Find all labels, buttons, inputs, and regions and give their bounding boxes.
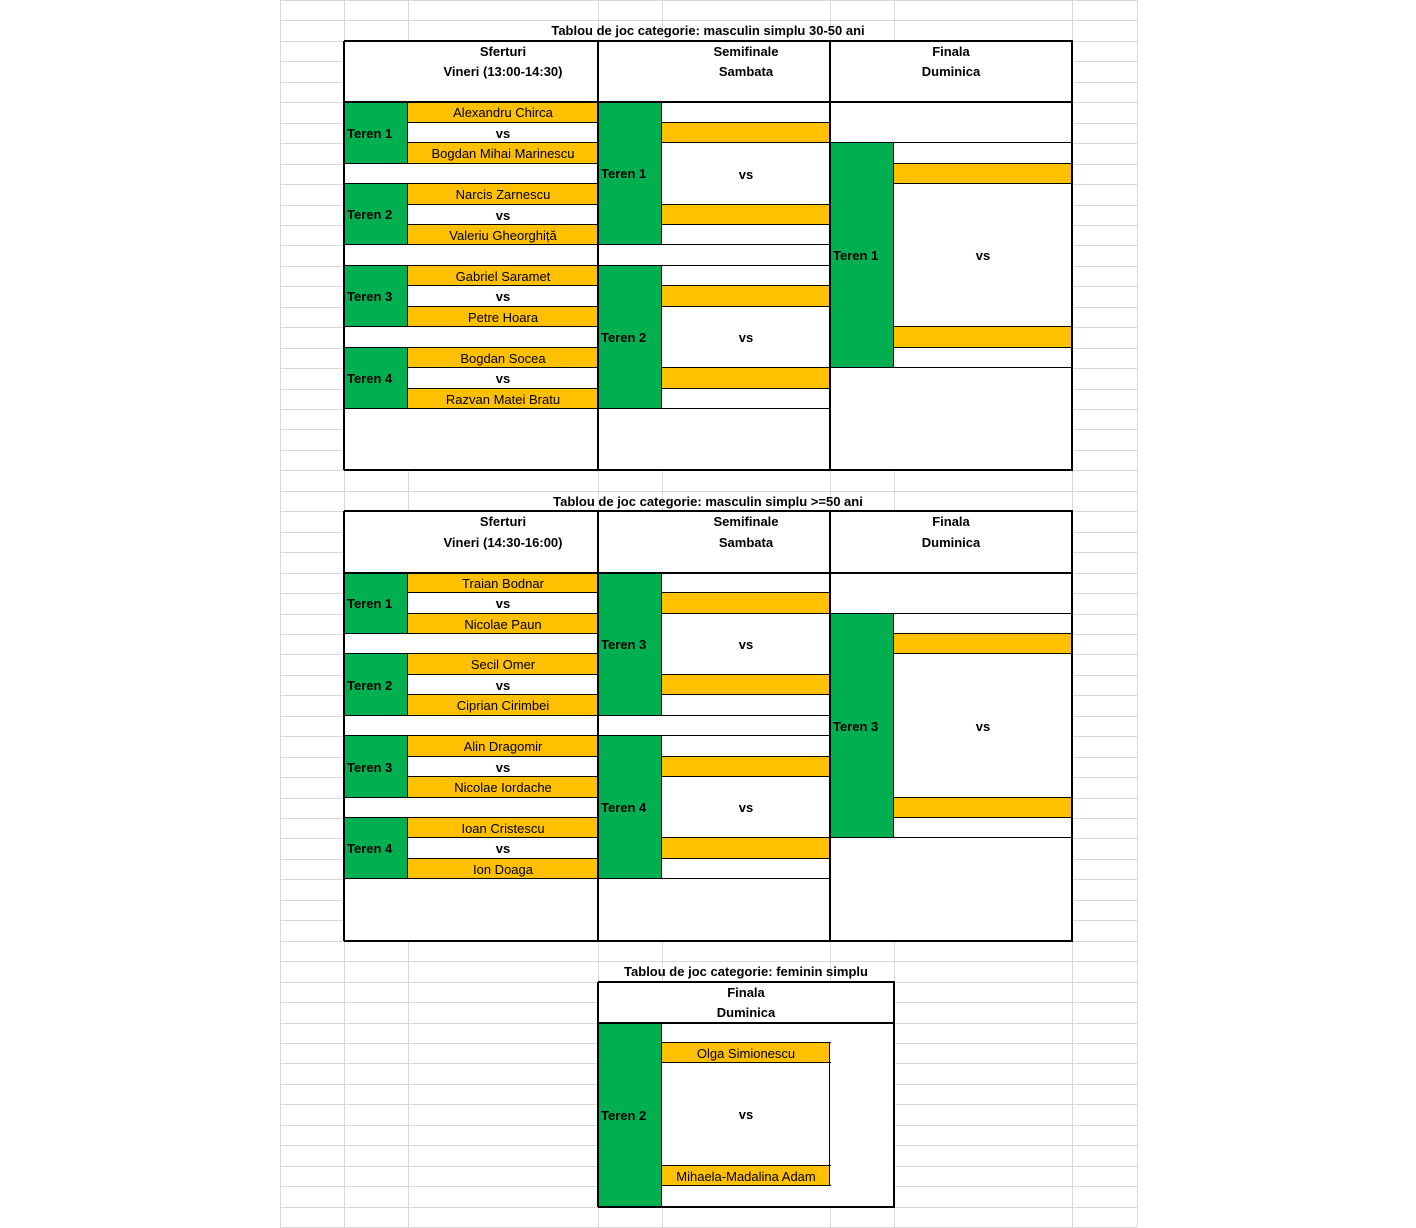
vs-label: vs: [738, 637, 754, 652]
border-line: [344, 878, 599, 879]
border-line: [344, 817, 599, 818]
header-round-final: Finala: [932, 43, 970, 59]
border-line: [344, 715, 599, 716]
border-line: [408, 776, 599, 777]
border-line: [598, 265, 831, 266]
border-line: [408, 122, 599, 123]
vs-label: vs: [738, 1107, 754, 1122]
border-line: [1071, 41, 1073, 470]
border-line: [662, 142, 831, 143]
border-line: [344, 326, 599, 327]
border-line: [597, 982, 599, 1207]
border-line: [829, 511, 831, 941]
header-round-sf: Semifinale: [713, 514, 779, 529]
header-date-qf: Vineri (13:00-14:30): [443, 64, 563, 79]
header-date-sf: Sambata: [718, 64, 774, 79]
player-name[interactable]: Traian Bodnar: [408, 573, 598, 593]
player-name[interactable]: Petre Hoara: [408, 307, 598, 327]
border-line: [344, 265, 599, 266]
player-name[interactable]: Narcis Zarnescu: [408, 184, 598, 205]
border-line: [662, 613, 831, 614]
player-name[interactable]: Gabriel Saramet: [408, 266, 598, 286]
border-line: [662, 756, 831, 757]
border-line: [893, 982, 895, 1207]
border-line: [662, 306, 831, 307]
player-slot-empty[interactable]: [662, 286, 830, 307]
court-label: Teren 3: [344, 736, 408, 798]
vs-label: vs: [495, 125, 511, 141]
border-line: [407, 736, 408, 798]
player-slot-empty[interactable]: [894, 164, 1072, 184]
border-line: [344, 408, 599, 409]
player-name[interactable]: Secil Omer: [408, 654, 598, 675]
border-line: [408, 837, 599, 838]
border-line: [662, 1042, 831, 1043]
header-round-final: Finala: [727, 984, 765, 1000]
player-slot-empty[interactable]: [662, 368, 830, 389]
vs-label: vs: [738, 166, 754, 182]
border-line: [408, 142, 599, 143]
border-line: [1071, 511, 1073, 941]
vs-label: vs: [738, 330, 754, 345]
player-slot-empty[interactable]: [662, 675, 830, 695]
court-label: Teren 1: [830, 143, 894, 368]
border-line: [344, 653, 599, 654]
border-line: [894, 633, 1073, 634]
border-line: [407, 266, 408, 327]
border-line: [344, 940, 1073, 942]
border-line: [661, 266, 662, 409]
border-line: [408, 224, 599, 225]
player-slot-empty[interactable]: [662, 838, 830, 859]
header-date-final: Duminica: [921, 534, 981, 550]
border-line: [408, 367, 599, 368]
border-line: [598, 878, 831, 879]
court-label: Teren 1: [344, 573, 408, 634]
border-line: [598, 715, 831, 716]
border-line: [662, 122, 831, 123]
bracket-title: Tablou de joc categorie: masculin simplu 30-50 ani: [551, 23, 865, 38]
court-label: Teren 2: [344, 654, 408, 716]
border-line: [829, 41, 831, 470]
court-label: Teren 3: [344, 266, 408, 327]
header-round-qf: Sferturi: [479, 43, 527, 59]
border-line: [662, 694, 831, 695]
player-name[interactable]: Ciprian Cirimbei: [408, 695, 598, 716]
border-line: [408, 592, 599, 593]
player-slot-empty[interactable]: [894, 798, 1072, 818]
player-name[interactable]: Alin Dragomir: [408, 736, 598, 757]
border-line: [662, 837, 831, 838]
border-line: [407, 184, 408, 245]
vs-label: vs: [495, 371, 511, 386]
border-line: [408, 858, 599, 859]
player-slot-empty[interactable]: [662, 123, 830, 143]
border-line: [598, 735, 831, 736]
player-name[interactable]: Razvan Matei Bratu: [408, 389, 598, 409]
border-line: [894, 797, 1073, 798]
vs-label: vs: [975, 718, 991, 734]
border-line: [407, 102, 408, 164]
border-line: [344, 633, 599, 634]
border-line: [344, 183, 599, 184]
gridline-col: [1137, 0, 1138, 1227]
border-line: [407, 654, 408, 716]
border-line: [598, 1206, 895, 1208]
border-line: [597, 511, 599, 941]
player-slot-empty[interactable]: [894, 634, 1072, 654]
border-line: [408, 756, 599, 757]
court-label: Teren 3: [830, 614, 894, 838]
court-label: Teren 4: [598, 736, 662, 879]
vs-label: vs: [495, 677, 511, 693]
border-line: [598, 244, 831, 245]
player-slot-empty[interactable]: [662, 593, 830, 614]
court-label: Teren 3: [598, 573, 662, 716]
border-line: [894, 817, 1073, 818]
border-line: [408, 285, 599, 286]
court-label: Teren 2: [598, 266, 662, 409]
border-line: [830, 142, 1073, 143]
border-line: [662, 285, 831, 286]
border-line: [344, 163, 599, 164]
border-line: [408, 613, 599, 614]
player-slot-empty[interactable]: [662, 757, 830, 777]
player-slot-empty[interactable]: [894, 327, 1072, 348]
border-line: [830, 837, 1073, 838]
header-date-final: Duminica: [921, 64, 981, 79]
player-name[interactable]: Mihaela-Madalina Adam: [662, 1166, 830, 1186]
border-line: [408, 306, 599, 307]
border-line: [829, 1043, 830, 1186]
border-line: [661, 102, 662, 245]
player-name[interactable]: Bogdan Socea: [408, 348, 598, 368]
border-line: [662, 224, 831, 225]
border-line: [597, 41, 599, 470]
border-line: [408, 388, 599, 389]
border-line: [662, 592, 831, 593]
border-line: [344, 347, 599, 348]
player-name[interactable]: Bogdan Mihai Marinescu: [408, 143, 598, 164]
border-line: [661, 573, 662, 716]
border-line: [662, 1185, 831, 1186]
border-line: [661, 1023, 662, 1207]
player-name[interactable]: Ion Doaga: [408, 859, 598, 879]
border-line: [662, 858, 831, 859]
border-line: [894, 163, 1073, 164]
border-line: [830, 367, 1073, 368]
court-label: Teren 2: [344, 184, 408, 245]
border-line: [344, 797, 599, 798]
border-line: [598, 981, 895, 983]
border-line: [662, 674, 831, 675]
bracket-title: Tablou de joc categorie: feminin simplu: [624, 964, 868, 979]
vs-label: vs: [495, 207, 511, 223]
border-line: [344, 40, 1073, 42]
border-line: [662, 388, 831, 389]
border-line: [894, 183, 1073, 184]
player-slot-empty[interactable]: [662, 205, 830, 225]
spreadsheet-sheet[interactable]: [280, 0, 1137, 1227]
border-line: [662, 1165, 831, 1166]
vs-label: vs: [495, 596, 511, 611]
border-line: [344, 735, 599, 736]
border-line: [662, 367, 831, 368]
court-label: Teren 4: [344, 818, 408, 879]
player-name[interactable]: Valeriu Gheorghiță: [408, 225, 598, 245]
border-line: [894, 347, 1073, 348]
border-line: [598, 1022, 895, 1024]
court-label: Teren 2: [598, 1023, 662, 1207]
border-line: [344, 101, 1073, 103]
court-label: Teren 1: [598, 102, 662, 245]
player-name[interactable]: Ioan Cristescu: [408, 818, 598, 838]
border-line: [408, 694, 599, 695]
header-date-qf: Vineri (14:30-16:00): [443, 534, 563, 550]
header-date-final: Duminica: [716, 1005, 776, 1020]
border-line: [408, 204, 599, 205]
border-line: [662, 1062, 831, 1063]
border-line: [407, 348, 408, 409]
player-name[interactable]: Nicolae Iordache: [408, 777, 598, 798]
border-line: [344, 469, 1073, 471]
border-line: [344, 510, 1073, 512]
border-line: [344, 572, 1073, 574]
header-round-final: Finala: [932, 514, 970, 529]
vs-label: vs: [738, 800, 754, 815]
player-name[interactable]: Alexandru Chirca: [408, 102, 598, 123]
border-line: [343, 41, 345, 470]
bracket-title: Tablou de joc categorie: masculin simplu >=50 ani: [553, 493, 863, 509]
border-line: [830, 613, 1073, 614]
player-name[interactable]: Olga Simionescu: [662, 1043, 830, 1063]
vs-label: vs: [495, 841, 511, 856]
player-name[interactable]: Nicolae Paun: [408, 614, 598, 634]
border-line: [662, 776, 831, 777]
border-line: [662, 204, 831, 205]
vs-label: vs: [975, 248, 991, 263]
border-line: [894, 653, 1073, 654]
border-line: [598, 408, 831, 409]
border-line: [343, 511, 345, 941]
border-line: [894, 326, 1073, 327]
gridline-col: [280, 0, 281, 1227]
border-line: [893, 143, 894, 368]
border-line: [408, 674, 599, 675]
vs-label: vs: [495, 289, 511, 304]
border-line: [661, 736, 662, 879]
border-line: [407, 818, 408, 879]
vs-label: vs: [495, 759, 511, 775]
border-line: [344, 244, 599, 245]
header-date-sf: Sambata: [718, 534, 774, 550]
header-round-qf: Sferturi: [479, 514, 527, 529]
header-round-sf: Semifinale: [713, 43, 779, 59]
border-line: [407, 573, 408, 634]
border-line: [893, 614, 894, 838]
court-label: Teren 1: [344, 102, 408, 164]
court-label: Teren 4: [344, 348, 408, 409]
